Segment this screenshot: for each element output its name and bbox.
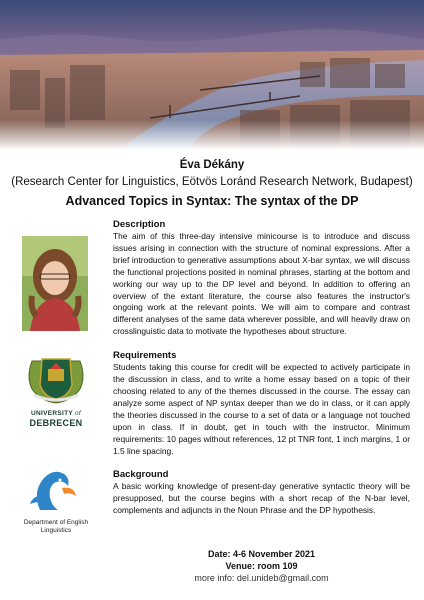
university-logo [18,355,94,428]
city-panorama-banner [0,0,424,150]
instructor-photo [22,236,88,331]
event-header [0,150,424,209]
requirements-heading: Requirements [113,350,177,362]
university-name-line2: DEBRECEN [29,418,83,428]
budapest-panorama-image [0,0,424,150]
department-logo [18,466,94,535]
author-name: Éva Dékány [179,159,245,171]
requirements-text: Students taking this course for credit will be expected to actively participate in the discussion in class, and to write a home essay based on a topic of their choosing related to any of the themes discussed in the course. The essay can analyze some aspect of NP syntax deeper than we do in class, or it can apply the theories discussed in the course to a set of data or a language not touched upon in class. If in doubt, get in touch with the instructor. Minimum requirements: 10 pages without references, 12 pt TNR font, 1 inch margins, 1 or 1.5 line spacing. [113,362,410,456]
university-name-of: of [74,410,82,417]
background-text: A basic working knowledge of present-day generative syntactic theory will be presupposed, but the course begins with a short recap of the N-bar level, complements and adjuncts in the Noun Phrase and the DP hypothesis. [113,481,410,516]
contact-info: more info: del.unideb@gmail.com [194,573,329,583]
dolphin-icon [18,466,94,512]
background-heading: Background [113,469,169,481]
event-date: Date: 4-6 November 2021 [207,549,316,559]
event-footer [113,548,410,584]
description-section [113,219,410,338]
author-affiliation: (Research Center for Linguistics, Eötvös Loránd Research Network, Budapest) [11,176,413,188]
event-venue: Venue: room 109 [225,561,298,571]
description-heading: Description [113,219,166,230]
department-name: Department of English Linguistics [23,519,89,534]
requirements-section [113,350,410,457]
course-details [113,219,410,529]
background-section [113,469,410,517]
portrait-image [22,236,88,331]
course-title: Advanced Topics in Syntax: The syntax of the DP [65,194,359,208]
description-text: The aim of this three-day intensive minicourse is to introduce and discuss issues arising in connection with the structure of nominal expressions. After a brief introduction to generative assumptions about X-bar syntax, we will discuss the functional projections posited in nominal phrases, starting at the bottom and working our way up to the DP level and beyond. In addition to offering an overview of the extant literature, the course also features the instructor's ongoing work at the relevant points. We will aim to compare and contrast different analyses of the same data wherever possible, and will heavily draw on crosslinguistic data to motivate the hypotheses about structure. [113,231,410,337]
university-crest-icon [18,355,94,405]
university-name-line1: UNIVERSITY [30,410,73,417]
